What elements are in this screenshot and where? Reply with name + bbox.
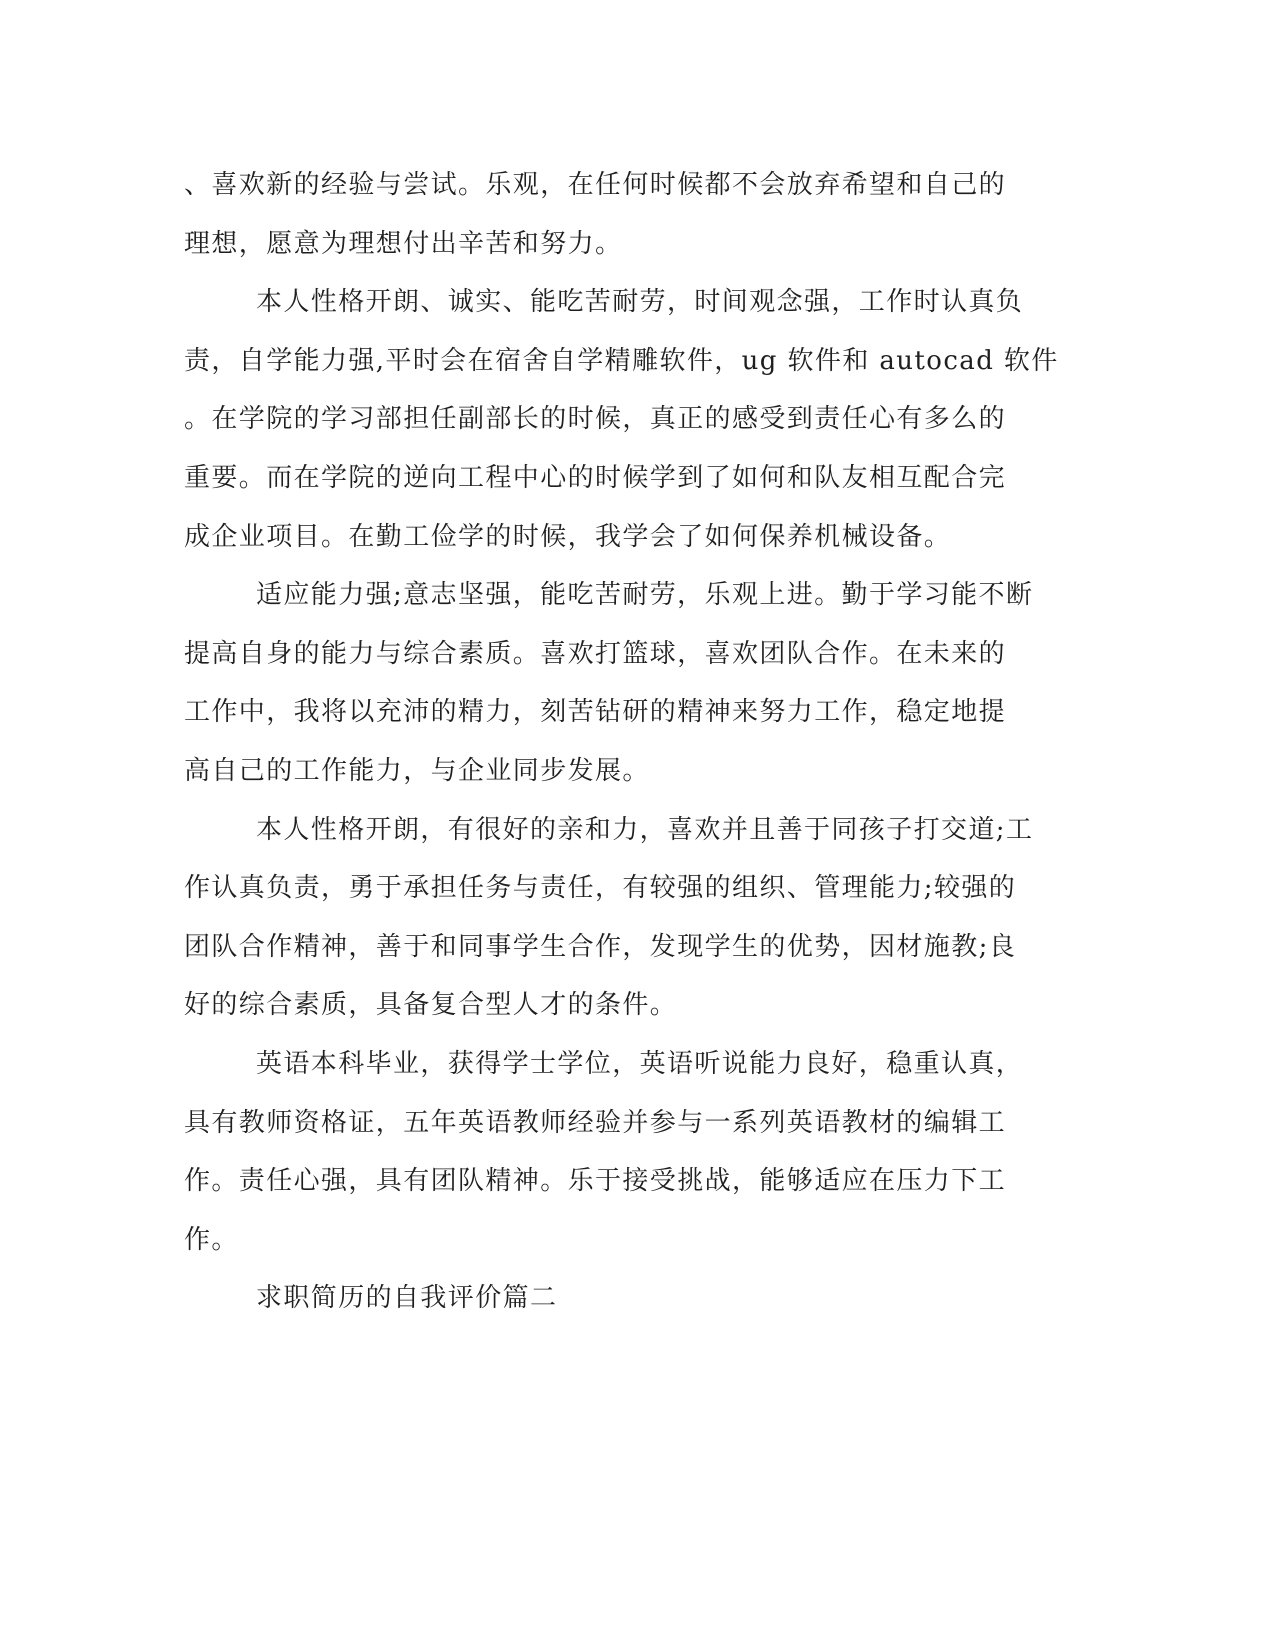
text-line: 成企业项目。在勤工俭学的时候，我学会了如何保养机械设备。 <box>184 521 952 552</box>
text-line: 好的综合素质，具备复合型人才的条件。 <box>184 990 678 1021</box>
text-line: 作认真负责，勇于承担任务与责任，有较强的组织、管理能力;较强的 <box>184 873 1017 904</box>
document-body <box>184 156 1059 1328</box>
text-line: 提高自身的能力与综合素质。喜欢打篮球，喜欢团队合作。在未来的 <box>184 638 1007 669</box>
text-line: 理想，愿意为理想付出辛苦和努力。 <box>184 228 623 259</box>
paragraph-first-line: 英语本科毕业，获得学士学位，英语听说能力良好，稳重认真， <box>256 1048 1024 1079</box>
text-line: 、喜欢新的经验与尝试。乐观，在任何时候都不会放弃希望和自己的 <box>184 170 1007 200</box>
text-line: 重要。而在学院的逆向工程中心的时候学到了如何和队友相互配合完 <box>184 462 1007 493</box>
paragraph-first-line: 本人性格开朗、诚实、能吃苦耐劳，时间观念强，工作时认真负 <box>256 287 1024 318</box>
text-line: 团队合作精神，善于和同事学生合作，发现学生的优势，因材施教;良 <box>184 931 1017 962</box>
section-heading: 求职简历的自我评价篇二 <box>256 1283 558 1314</box>
text-line: 高自己的工作能力，与企业同步发展。 <box>184 755 650 786</box>
text-line: 。在学院的学习部担任副部长的时候，真正的感受到责任心有多么的 <box>184 404 1007 435</box>
paragraph-first-line: 适应能力强;意志坚强，能吃苦耐劳，乐观上进。勤于学习能不断 <box>256 580 1034 611</box>
text-line: 作。责任心强，具有团队精神。乐于接受挑战，能够适应在压力下工 <box>184 1166 1007 1197</box>
text-line: 责，自学能力强,平时会在宿舍自学精雕软件，ug 软件和 autocad 软件 <box>184 345 1059 376</box>
text-line: 工作中，我将以充沛的精力，刻苦钻研的精神来努力工作，稳定地提 <box>184 697 1007 728</box>
text-line: 具有教师资格证，五年英语教师经验并参与一系列英语教材的编辑工 <box>184 1107 1007 1138</box>
text-line: 作。 <box>184 1224 239 1255</box>
paragraph-first-line: 本人性格开朗，有很好的亲和力，喜欢并且善于同孩子打交道;工 <box>256 814 1034 845</box>
